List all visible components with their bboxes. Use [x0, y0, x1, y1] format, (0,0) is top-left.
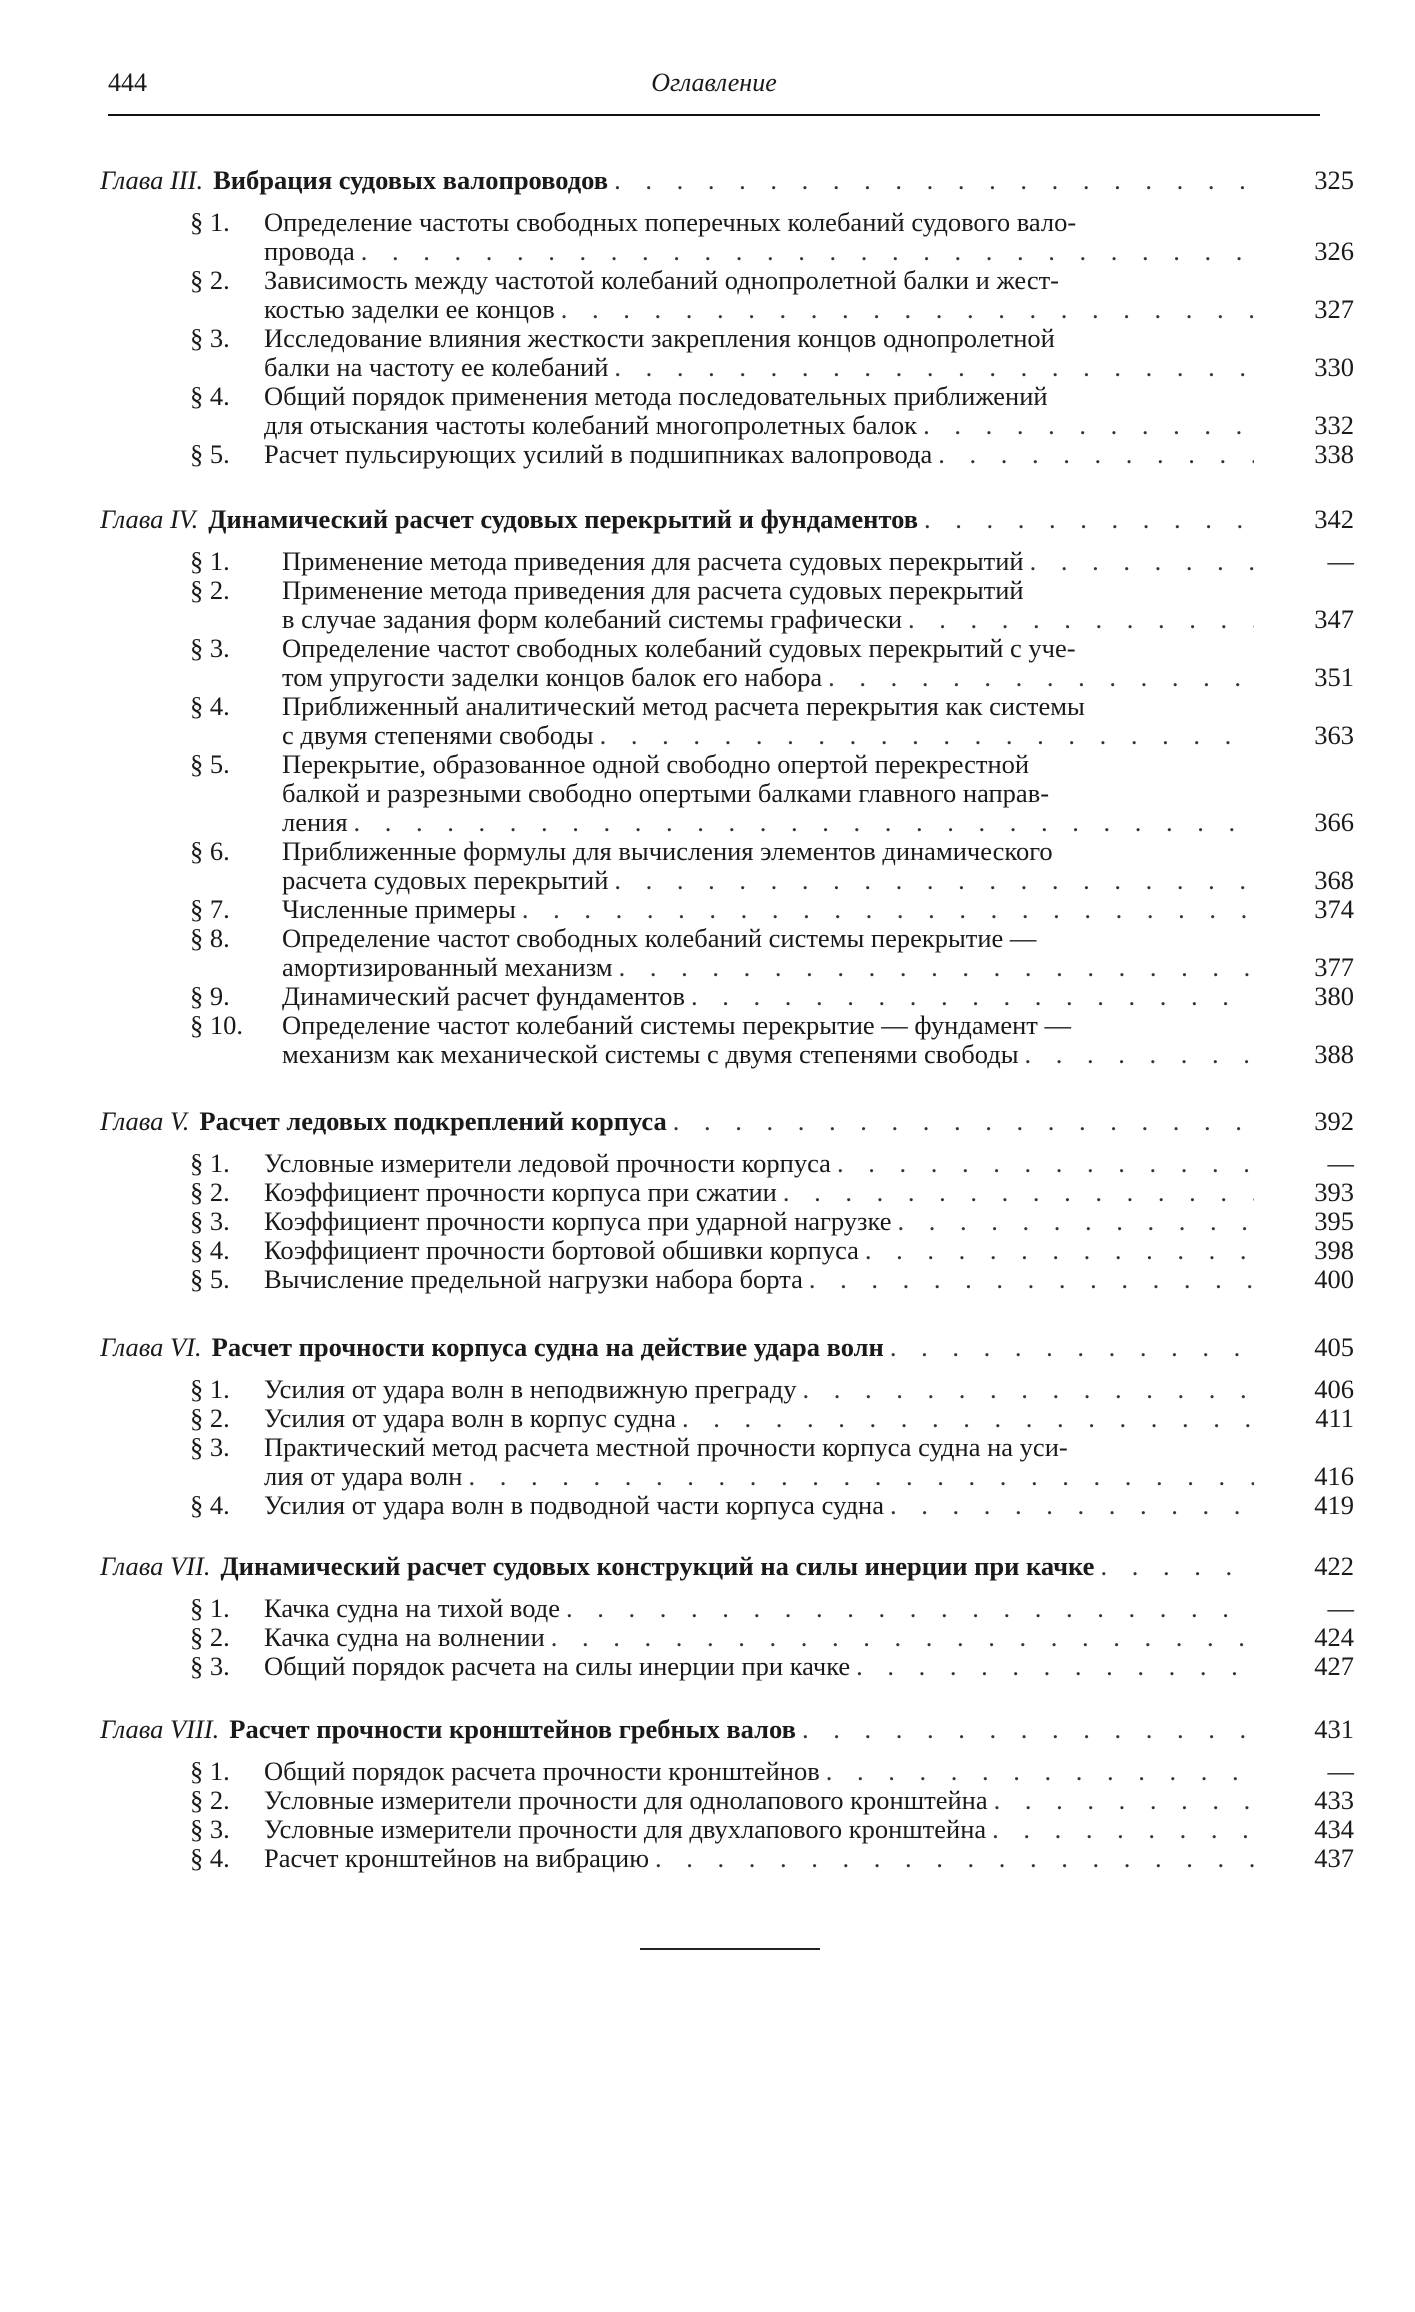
section-page-number: 327 [1314, 294, 1354, 324]
dot-leader [802, 1715, 1254, 1744]
section-page-number: 437 [1314, 1843, 1354, 1873]
section-page-number: 416 [1314, 1461, 1354, 1491]
section-title: Общий порядок расчета прочности кронштейнов [264, 1757, 820, 1786]
section-page-number: 332 [1314, 410, 1354, 440]
dot-leader [522, 895, 1254, 924]
section-mark: § 3. [190, 1207, 230, 1236]
chapter-title: Расчет ледовых подкреплений корпуса [199, 1107, 667, 1136]
section-mark: § 2. [190, 1623, 230, 1652]
section-title: балки на частоту ее колебаний [264, 353, 609, 382]
running-head: Оглавление [651, 68, 777, 97]
section-title: Общий порядок расчета на силы инерции при качке [264, 1652, 851, 1681]
section-title: Качка судна на тихой воде [264, 1594, 560, 1623]
section-entry[interactable] [190, 1178, 1254, 1207]
section-mark: § 3. [190, 1433, 230, 1462]
section-entry-continuation [264, 237, 1254, 266]
section-page-number: 411 [1315, 1403, 1354, 1433]
section-page-number: 338 [1314, 439, 1354, 469]
section-entry[interactable] [190, 1815, 1254, 1844]
section-entry-continuation [282, 779, 1254, 808]
section-entry[interactable] [190, 547, 1254, 576]
section-entry[interactable] [190, 1491, 1254, 1520]
section-title: для отыскания частоты колебаний многопролетных балок [264, 411, 918, 440]
section-mark: § 4. [190, 692, 230, 721]
section-title: в случае задания форм колебаний системы графически [282, 605, 903, 634]
dot-leader [614, 166, 1254, 195]
section-title: Общий порядок применения метода последовательных приближений [264, 382, 1048, 411]
section-title: Определение частот свободных колебаний судовых перекрытий с уче- [282, 634, 1076, 663]
section-entry-continuation [282, 721, 1254, 750]
section-entry[interactable] [190, 982, 1254, 1011]
dot-leader [908, 605, 1254, 634]
section-entry[interactable] [190, 1011, 1254, 1040]
section-entry[interactable] [190, 1844, 1254, 1873]
section-mark: § 1. [190, 547, 230, 576]
section-title: Усилия от удара волн в корпус судна [264, 1404, 676, 1433]
section-page-number: 434 [1314, 1814, 1354, 1844]
chapter-page-number: 325 [1314, 165, 1354, 195]
section-entry[interactable] [190, 1207, 1254, 1236]
chapter-page-number: 422 [1314, 1551, 1354, 1581]
section-mark: § 4. [190, 1844, 230, 1873]
section-entry[interactable] [190, 1375, 1254, 1404]
section-title: Расчет пульсирующих усилий в подшипниках валопровода [264, 440, 933, 469]
dot-leader [856, 1652, 1254, 1681]
chapter-label: Глава VI. [100, 1333, 202, 1362]
dot-leader [938, 440, 1254, 469]
section-entry-continuation [264, 353, 1254, 382]
section-title: Коэффициент прочности корпуса при сжатии [264, 1178, 777, 1207]
section-page-number: 398 [1314, 1235, 1354, 1265]
section-title: том упругости заделки концов балок его набора [282, 663, 823, 692]
dot-leader [682, 1404, 1254, 1433]
dot-leader [890, 1491, 1254, 1520]
section-page-number: 406 [1314, 1374, 1354, 1404]
section-mark: § 2. [190, 576, 230, 605]
section-page-number: 374 [1314, 894, 1354, 924]
dot-leader [828, 663, 1254, 692]
section-mark: § 1. [190, 1757, 230, 1786]
section-entry-continuation [282, 663, 1254, 692]
chapter-heading[interactable] [100, 505, 1254, 534]
dot-leader [923, 411, 1254, 440]
section-title: Коэффициент прочности корпуса при ударной нагрузке [264, 1207, 892, 1236]
section-entry-continuation [282, 866, 1254, 895]
dot-leader [655, 1844, 1254, 1873]
section-entry[interactable] [190, 692, 1254, 721]
dot-leader [566, 1594, 1254, 1623]
section-title: Расчет кронштейнов на вибрацию [264, 1844, 650, 1873]
dot-leader [354, 808, 1254, 837]
section-mark: § 4. [190, 1236, 230, 1265]
section-mark: § 1. [190, 1594, 230, 1623]
section-page-number: 347 [1314, 604, 1354, 634]
section-title: Условные измерители ледовой прочности корпуса [264, 1149, 831, 1178]
dot-leader [361, 237, 1254, 266]
chapter-label: Глава V. [100, 1107, 190, 1136]
section-entry[interactable] [190, 1149, 1254, 1178]
section-page-number: 427 [1314, 1651, 1354, 1681]
section-title: расчета судовых перекрытий [282, 866, 609, 895]
section-entry[interactable] [190, 576, 1254, 605]
dot-leader [1030, 547, 1254, 576]
dot-leader [992, 1815, 1254, 1844]
dot-leader [802, 1375, 1254, 1404]
chapter-title: Расчет прочности корпуса судна на действие удара волн [211, 1333, 884, 1362]
section-entry[interactable] [190, 1594, 1254, 1623]
section-page-number: 326 [1314, 236, 1354, 266]
section-mark: § 1. [190, 1375, 230, 1404]
section-page-number: 330 [1314, 352, 1354, 382]
end-rule [640, 1948, 820, 1950]
section-entry[interactable] [190, 266, 1254, 295]
section-title: Применение метода приведения для расчета судовых перекрытий [282, 547, 1024, 576]
section-entry[interactable] [190, 837, 1254, 866]
section-page-number: 395 [1314, 1206, 1354, 1236]
dot-leader [619, 953, 1254, 982]
section-entry[interactable] [190, 1623, 1254, 1652]
chapter-page-number: 431 [1314, 1714, 1354, 1744]
section-title: Перекрытие, образованное одной свободно опертой перекрестной [282, 750, 1030, 779]
section-page-number: — [1327, 1148, 1354, 1178]
chapter-title: Динамический расчет судовых конструкций на силы инерции при качке [220, 1552, 1095, 1581]
section-page-number: 433 [1314, 1785, 1354, 1815]
section-title: Приближенный аналитический метод расчета перекрытия как системы [282, 692, 1085, 721]
section-entry[interactable] [190, 1236, 1254, 1265]
section-mark: § 3. [190, 324, 230, 353]
section-page-number: 366 [1314, 807, 1354, 837]
section-title: Определение частот колебаний системы перекрытие — фундамент — [282, 1011, 1071, 1040]
section-page-number: 424 [1314, 1622, 1354, 1652]
dot-leader [783, 1178, 1254, 1207]
section-title: Условные измерители прочности для однолапового кронштейна [264, 1786, 988, 1815]
section-page-number: — [1327, 1593, 1354, 1623]
dot-leader [865, 1236, 1254, 1265]
section-entry-continuation [282, 605, 1254, 634]
section-page-number: 380 [1314, 981, 1354, 1011]
chapter-heading[interactable] [100, 1715, 1254, 1744]
section-entry-continuation [264, 295, 1254, 324]
section-title: с двумя степенями свободы [282, 721, 594, 750]
chapter-heading[interactable] [100, 166, 1254, 195]
section-entry[interactable] [190, 1265, 1254, 1294]
section-mark: § 7. [190, 895, 230, 924]
section-entry[interactable] [190, 1757, 1254, 1786]
section-title: Определение частоты свободных поперечных колебаний судового вало- [264, 208, 1077, 237]
section-entry[interactable] [190, 324, 1254, 353]
chapter-title: Расчет прочности кронштейнов гребных валов [229, 1715, 796, 1744]
section-entry[interactable] [190, 440, 1254, 469]
section-mark: § 3. [190, 1652, 230, 1681]
section-entry[interactable] [190, 382, 1254, 411]
dot-leader [994, 1786, 1254, 1815]
dot-leader [561, 295, 1254, 324]
section-title: лия от удара волн [264, 1462, 463, 1491]
section-page-number: 400 [1314, 1264, 1354, 1294]
section-title: Динамический расчет фундаментов [282, 982, 685, 1011]
dot-leader [826, 1757, 1254, 1786]
chapter-heading[interactable] [100, 1552, 1254, 1581]
chapter-title: Динамический расчет судовых перекрытий и фундаментов [208, 505, 919, 534]
section-entry[interactable] [190, 1652, 1254, 1681]
section-title: Усилия от удара волн в подводной части корпуса судна [264, 1491, 884, 1520]
dot-leader [673, 1107, 1254, 1136]
section-entry[interactable] [190, 924, 1254, 953]
section-mark: § 2. [190, 1404, 230, 1433]
section-entry-continuation [282, 808, 1254, 837]
dot-leader [890, 1333, 1254, 1362]
section-entry[interactable] [190, 750, 1254, 779]
chapter-label: Глава VII. [100, 1552, 211, 1581]
section-title: Вычисление предельной нагрузки набора борта [264, 1265, 803, 1294]
dot-leader [837, 1149, 1254, 1178]
chapter-page-number: 342 [1314, 504, 1354, 534]
section-entry-continuation [282, 953, 1254, 982]
section-title: Условные измерители прочности для двухлапового кронштейна [264, 1815, 987, 1844]
section-mark: § 1. [190, 208, 230, 237]
section-title: механизм как механической системы с двумя степенями свободы [282, 1040, 1019, 1069]
dot-leader [691, 982, 1254, 1011]
section-title: костью заделки ее концов [264, 295, 555, 324]
chapter-title: Вибрация судовых валопроводов [213, 166, 609, 195]
chapter-label: Глава III. [100, 166, 204, 195]
section-entry-continuation [264, 1462, 1254, 1491]
section-title: Усилия от удара волн в неподвижную преграду [264, 1375, 797, 1404]
section-mark: § 3. [190, 1815, 230, 1844]
dot-leader [809, 1265, 1254, 1294]
section-title: Определение частот свободных колебаний системы перекрытие — [282, 924, 1037, 953]
section-page-number: 388 [1314, 1039, 1354, 1069]
section-entry-continuation [282, 1040, 1254, 1069]
section-entry[interactable] [190, 208, 1254, 237]
dot-leader [1025, 1040, 1254, 1069]
dot-leader [1100, 1552, 1254, 1581]
section-title: Численные примеры [282, 895, 516, 924]
section-page-number: 363 [1314, 720, 1354, 750]
section-entry[interactable] [190, 634, 1254, 663]
section-entry[interactable] [190, 1786, 1254, 1815]
section-title: провода [264, 237, 355, 266]
section-page-number: 368 [1314, 865, 1354, 895]
section-mark: § 1. [190, 1149, 230, 1178]
section-page-number: — [1327, 546, 1354, 576]
page-number: 444 [108, 68, 147, 97]
section-mark: § 10. [190, 1011, 243, 1040]
dot-leader [600, 721, 1254, 750]
section-page-number: — [1327, 1756, 1354, 1786]
section-title: Практический метод расчета местной прочности корпуса судна на уси- [264, 1433, 1068, 1462]
section-title: балкой и разрезными свободно опертыми балками главного направ- [282, 779, 1050, 808]
section-page-number: 351 [1314, 662, 1354, 692]
section-title: Применение метода приведения для расчета судовых перекрытий [282, 576, 1024, 605]
section-mark: § 9. [190, 982, 230, 1011]
section-title: ления [282, 808, 348, 837]
section-mark: § 5. [190, 440, 230, 469]
section-mark: § 8. [190, 924, 230, 953]
section-page-number: 393 [1314, 1177, 1354, 1207]
section-page-number: 377 [1314, 952, 1354, 982]
section-mark: § 6. [190, 837, 230, 866]
chapter-page-number: 405 [1314, 1332, 1354, 1362]
dot-leader [898, 1207, 1255, 1236]
chapter-heading[interactable] [100, 1333, 1254, 1362]
chapter-page-number: 392 [1314, 1106, 1354, 1136]
dot-leader [468, 1462, 1254, 1491]
section-mark: § 4. [190, 1491, 230, 1520]
dot-leader [614, 866, 1254, 895]
section-mark: § 5. [190, 750, 230, 779]
section-mark: § 3. [190, 634, 230, 663]
section-title: Качка судна на волнении [264, 1623, 545, 1652]
section-mark: § 2. [190, 1178, 230, 1207]
section-page-number: 419 [1314, 1490, 1354, 1520]
section-title: амортизированный механизм [282, 953, 613, 982]
section-mark: § 4. [190, 382, 230, 411]
section-title: Приближенные формулы для вычисления элементов динамического [282, 837, 1053, 866]
chapter-label: Глава VIII. [100, 1715, 220, 1744]
section-mark: § 2. [190, 266, 230, 295]
section-title: Исследование влияния жесткости закрепления концов однопролетной [264, 324, 1055, 353]
dot-leader [924, 505, 1254, 534]
section-entry[interactable] [190, 1433, 1254, 1462]
chapter-label: Глава IV. [100, 505, 199, 534]
section-entry[interactable] [190, 1404, 1254, 1433]
section-mark: § 2. [190, 1786, 230, 1815]
section-title: Зависимость между частотой колебаний однопролетной балки и жест- [264, 266, 1059, 295]
chapter-heading[interactable] [100, 1107, 1254, 1136]
section-mark: § 5. [190, 1265, 230, 1294]
section-entry-continuation [264, 411, 1254, 440]
section-entry[interactable] [190, 895, 1254, 924]
section-title: Коэффициент прочности бортовой обшивки корпуса [264, 1236, 859, 1265]
dot-leader [551, 1623, 1254, 1652]
dot-leader [614, 353, 1254, 382]
